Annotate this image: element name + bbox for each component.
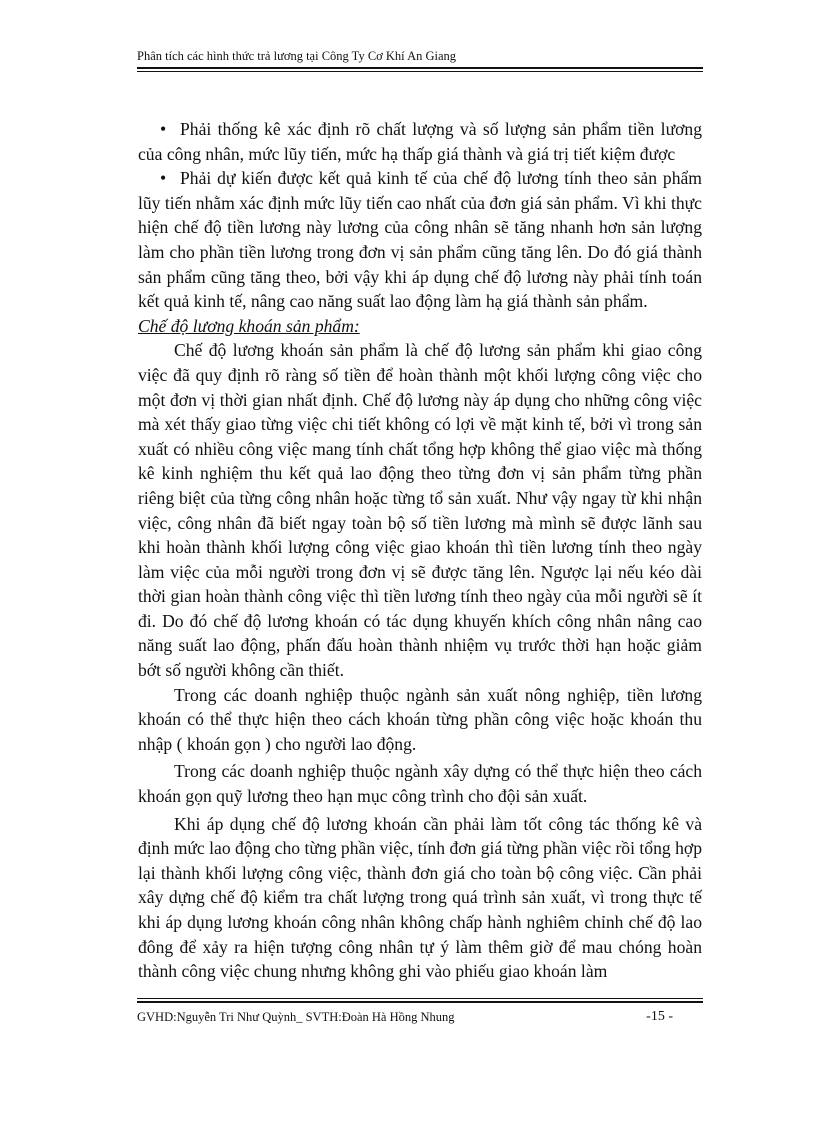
bullet-text: Phải dự kiến được kết quả kinh tế của chế độ lương tính theo sản phẩm lũy tiến nhằm xác định mức lũy tiến cao nhất của đơn giá sản phẩm. Vì khi thực hiện chế độ tiền lương này lương của công nhân sẽ tăng nhanh hơn sản lượng làm cho phần tiền lương trong đơn vị sản phẩm cũng tăng lên. Do đó giá thành sản phẩm cũng tăng theo, bởi vậy khi áp dụng chế độ lương này phải tính toán kết quả kinh tế, nâng cao năng suất lao động làm hạ giá thành sản phẩm. [138,168,702,312]
footer-divider [137,998,703,1003]
page-footer [137,998,703,1025]
header-title: Phân tích các hình thức trả lương tại Công Ty Cơ Khí An Giang [137,49,457,63]
bullet-icon: • [160,119,167,139]
bullet-text: Phải thống kê xác định rõ chất lượng và số lượng sản phẩm tiền lương của công nhân, mức lũy tiến, mức hạ thấp giá thành và giá trị tiết kiệm được [138,119,702,164]
page-number: -15 - [646,1009,673,1024]
body-paragraph: Trong các doanh nghiệp thuộc ngành xây dựng có thể thực hiện theo cách khoán gọn quỹ lương theo hạn mục công trình cho đội sản xuất. [138,761,702,807]
footer-authors: GVHD:Nguyễn Tri Như Quỳnh_ SVTH:Đoàn Hà Hồng Nhung [137,1010,455,1024]
body-paragraph: Khi áp dụng chế độ lương khoán cần phải làm tốt công tác thống kê và định mức lao động cho từng phần việc, tính đơn giá từng phần việc rồi tổng hợp lại thành khối lượng công việc, thành đơn giá cho toàn bộ công việc. Cần phải xây dựng chế độ kiểm tra chất lượng trong quá trình sản xuất, vì trong thực tế khi áp dụng lương khoán công nhân không chấp hành nghiêm chỉnh chế độ lao đông để xảy ra hiện tượng công nhân tự ý làm thêm giờ để mau chóng hoàn thành công việc chung nhưng không ghi vào phiếu giao khoán làm [138,813,702,982]
header-divider [137,67,703,72]
section-heading-text: Chế độ lương khoán sản phẩm: [138,315,360,336]
bullet-item [138,166,702,314]
footer-line [137,1009,703,1025]
bullet-icon: • [160,168,167,189]
bullet-item [138,117,702,166]
page-header [137,48,703,72]
body-paragraph: Trong các doanh nghiệp thuộc ngành sản xuất nông nghiệp, tiền lương khoán có thể thực hiện theo cách khoán từng phần công việc hoặc khoán thu nhập ( khoán gọn ) cho người lao động. [138,684,702,754]
body-paragraph: Chế độ lương khoán sản phẩm là chế độ lương sản phẩm khi giao công việc đã quy định rõ ràng số tiền để hoàn thành một khối lượng công việc cho một đơn vị thời gian nhất định. Chế độ lương này áp dụng cho những công việc mà xét thấy giao từng việc chi tiết không có lợi về mặt kinh tế, bởi vì trong sản xuất có nhiều công việc mang tính chất tổng hợp không thể giao việc mà thống kê kinh nghiệm thu kết quả lao động theo từng đơn vị sản phẩm từng phần riêng biệt của từng công nhân hoặc từng tổ sản xuất. Như vậy ngay từ khi nhận việc, công nhân đã biết ngay toàn bộ số tiền lương mà mình sẽ được lãnh sau khi hoàn thành khối lượng công việc giao khoán thì tiền lương tính theo ngày làm việc của mỗi người trong đơn vị sẽ được tăng lên. Ngược lại nếu kéo dài thời gian hoàn thành công việc thì tiền lương tính theo ngày của mỗi người sẽ ít đi. Do đó chế độ lương khoán có tác dụng khuyến khích công nhân nâng cao năng suất lao động, phấn đấu hoàn thành nhiệm vụ trước thời hạn hoặc giảm bớt số người không cần thiết. [138,340,702,681]
document-body [138,117,702,984]
section-heading [138,314,702,339]
